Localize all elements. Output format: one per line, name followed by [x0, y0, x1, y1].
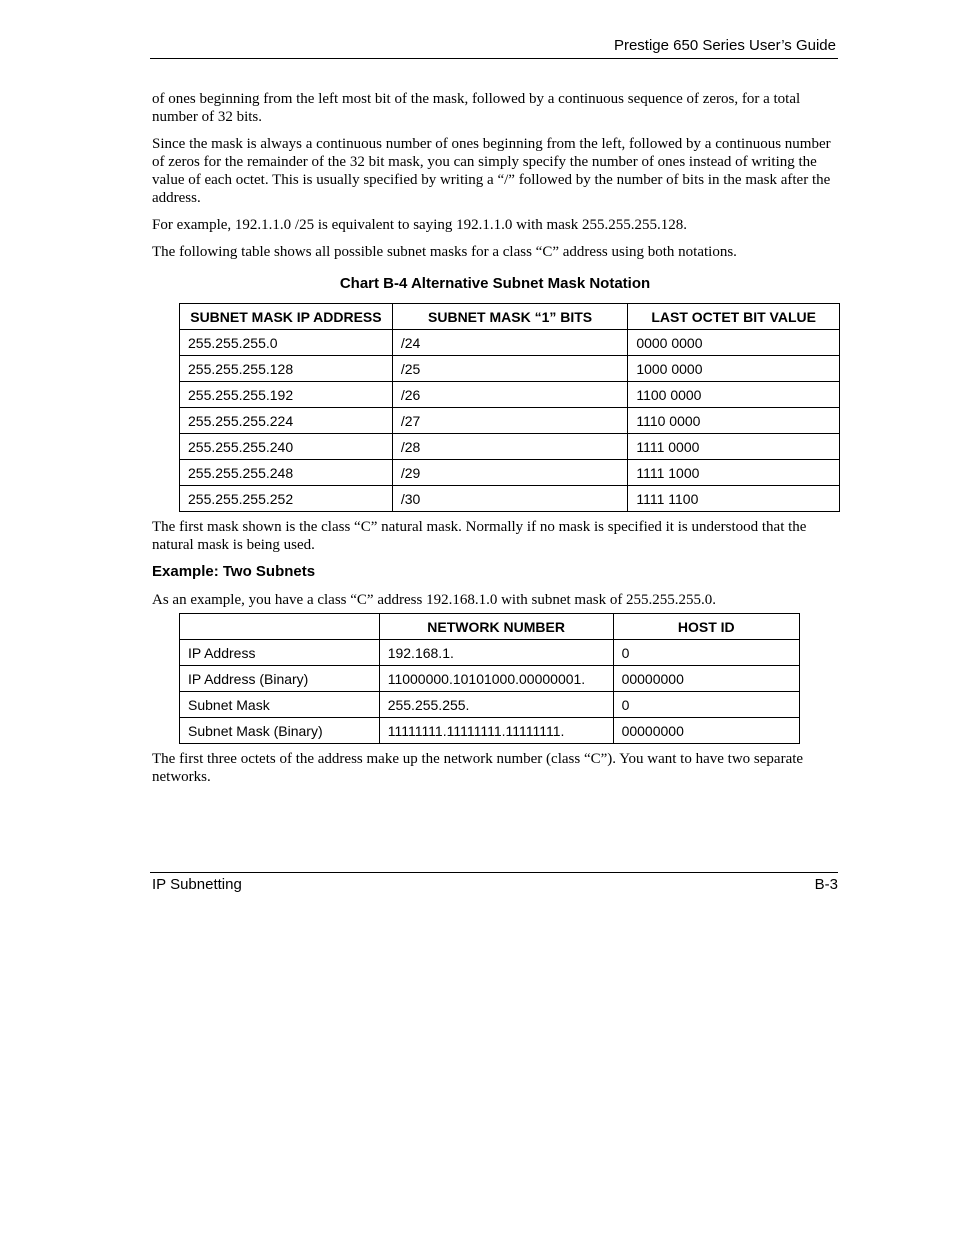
table-cell: IP Address: [180, 640, 380, 666]
two-subnets-table: [179, 613, 800, 744]
chart-caption: Chart B-4 Alternative Subnet Mask Notation: [339, 275, 651, 292]
table-cell: 1111 0000: [628, 434, 840, 460]
column-header: SUBNET MASK IP ADDRESS: [180, 304, 393, 330]
table-row: [180, 666, 800, 692]
table-cell: 0: [613, 640, 799, 666]
page-footer: [150, 872, 838, 893]
paragraph-mask-continuation: of ones beginning from the left most bit of the mask, followed by a continuous sequence of zeros, for a total number of 32 bits.: [152, 91, 801, 125]
table-row: [180, 382, 840, 408]
table-cell: 1110 0000: [628, 408, 840, 434]
table-cell: Subnet Mask: [180, 692, 380, 718]
table-cell: 255.255.255.240: [180, 434, 393, 460]
table-cell: /29: [392, 460, 627, 486]
paragraph-slash-notation: Since the mask is always a continuous number of ones beginning from the left, followed by a continuous number of zeros for the remainder of the 32 bit mask, you can simply specify the number of ones instead of writing the value of each octet. This is usually specified by writing a “/” followed by the number of bits in the mask after the address.: [152, 136, 831, 206]
table-cell: 192.168.1.: [379, 640, 613, 666]
table-row: [180, 486, 840, 512]
paragraph-table-intro: The following table shows all possible subnet masks for a class “C” address using both notations.: [152, 244, 737, 260]
table-cell: /25: [392, 356, 627, 382]
table-row: [180, 718, 800, 744]
column-header: SUBNET MASK “1” BITS: [392, 304, 627, 330]
table-cell: 00000000: [613, 718, 799, 744]
table-cell: /26: [392, 382, 627, 408]
table-cell: 0: [613, 692, 799, 718]
table-row: [180, 640, 800, 666]
table-cell: 1111 1000: [628, 460, 840, 486]
table-row: [180, 330, 840, 356]
table-cell: /30: [392, 486, 627, 512]
table-row: [180, 692, 800, 718]
table-cell: 1100 0000: [628, 382, 840, 408]
example-heading: Example: Two Subnets: [152, 563, 316, 580]
guide-title: Prestige 650 Series User’s Guide: [613, 37, 836, 54]
table-cell: 255.255.255.192: [180, 382, 393, 408]
paragraph-example-intro: As an example, you have a class “C” address 192.168.1.0 with subnet mask of 255.255.255.0.: [152, 592, 717, 608]
column-header: LAST OCTET BIT VALUE: [628, 304, 840, 330]
paragraph-network-number: The first three octets of the address make up the network number (class “C”). You want to have two separate networks.: [152, 751, 804, 785]
table-cell: 11111111.11111111.11111111.: [379, 718, 613, 744]
table-row: [180, 434, 840, 460]
column-header: NETWORK NUMBER: [379, 614, 613, 640]
paragraph-example: For example, 192.1.1.0 /25 is equivalent to saying 192.1.1.0 with mask 255.255.255.128.: [152, 217, 687, 233]
table-header-row: [180, 304, 840, 330]
table-cell: /28: [392, 434, 627, 460]
table-row: [180, 356, 840, 382]
table-row: [180, 408, 840, 434]
table-row: [180, 460, 840, 486]
table-cell: 1000 0000: [628, 356, 840, 382]
subnet-mask-table: [179, 303, 840, 512]
footer-section-title: IP Subnetting: [152, 876, 242, 893]
table-header-row: [180, 614, 800, 640]
page-header: [150, 36, 838, 59]
table-cell: /27: [392, 408, 627, 434]
table-cell: 255.255.255.: [379, 692, 613, 718]
column-header: HOST ID: [613, 614, 799, 640]
column-header: [180, 614, 380, 640]
table-cell: 255.255.255.224: [180, 408, 393, 434]
paragraph-natural-mask: The first mask shown is the class “C” natural mask. Normally if no mask is specified it is understood that the natural mask is being used.: [152, 519, 807, 553]
table-cell: 0000 0000: [628, 330, 840, 356]
table-cell: IP Address (Binary): [180, 666, 380, 692]
table-cell: Subnet Mask (Binary): [180, 718, 380, 744]
table-cell: 255.255.255.248: [180, 460, 393, 486]
table-cell: 1111 1100: [628, 486, 840, 512]
table-cell: /24: [392, 330, 627, 356]
table-cell: 00000000: [613, 666, 799, 692]
table-cell: 255.255.255.128: [180, 356, 393, 382]
page-number: B-3: [814, 876, 838, 893]
table-cell: 255.255.255.0: [180, 330, 393, 356]
table-cell: 11000000.10101000.00000001.: [379, 666, 613, 692]
table-cell: 255.255.255.252: [180, 486, 393, 512]
